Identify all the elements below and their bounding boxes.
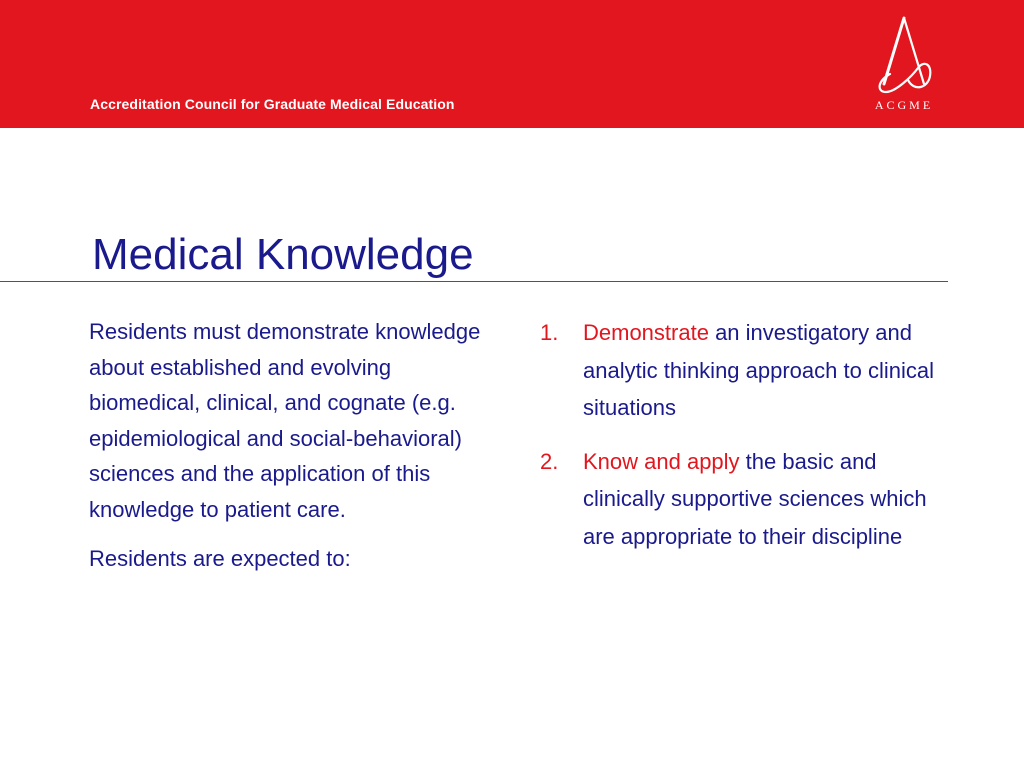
organization-name: Accreditation Council for Graduate Medical Education xyxy=(90,96,455,112)
logo-text: ACGME xyxy=(874,98,934,112)
page-title: Medical Knowledge xyxy=(92,230,474,279)
list-item xyxy=(540,443,940,556)
list-item-highlight: Demonstrate xyxy=(583,320,709,345)
list-item-number: 2. xyxy=(540,448,559,474)
acgme-logo xyxy=(862,14,946,118)
list-item-text: an investigatory and analytic thinking approach to clinical situations xyxy=(583,320,934,420)
intro-column xyxy=(89,314,489,577)
list-item-number: 1. xyxy=(540,320,559,345)
expectation-paragraph: Residents are expected to: xyxy=(89,546,351,571)
header-banner xyxy=(0,0,1024,128)
list-item-highlight: Know and apply xyxy=(583,448,740,474)
acgme-logo-mark xyxy=(872,14,936,96)
list-item-text: the basic and clinically supportive sciences which are appropriate to their discipline xyxy=(583,448,927,549)
expectations-list xyxy=(540,314,940,555)
intro-paragraph: Residents must demonstrate knowledge about established and evolving biomedical, clinical, and cognate (e.g. epidemiological and social-behavioral) sciences and the application of this knowledge to patient care. xyxy=(89,319,481,522)
title-divider xyxy=(0,281,948,282)
list-item xyxy=(540,314,940,427)
